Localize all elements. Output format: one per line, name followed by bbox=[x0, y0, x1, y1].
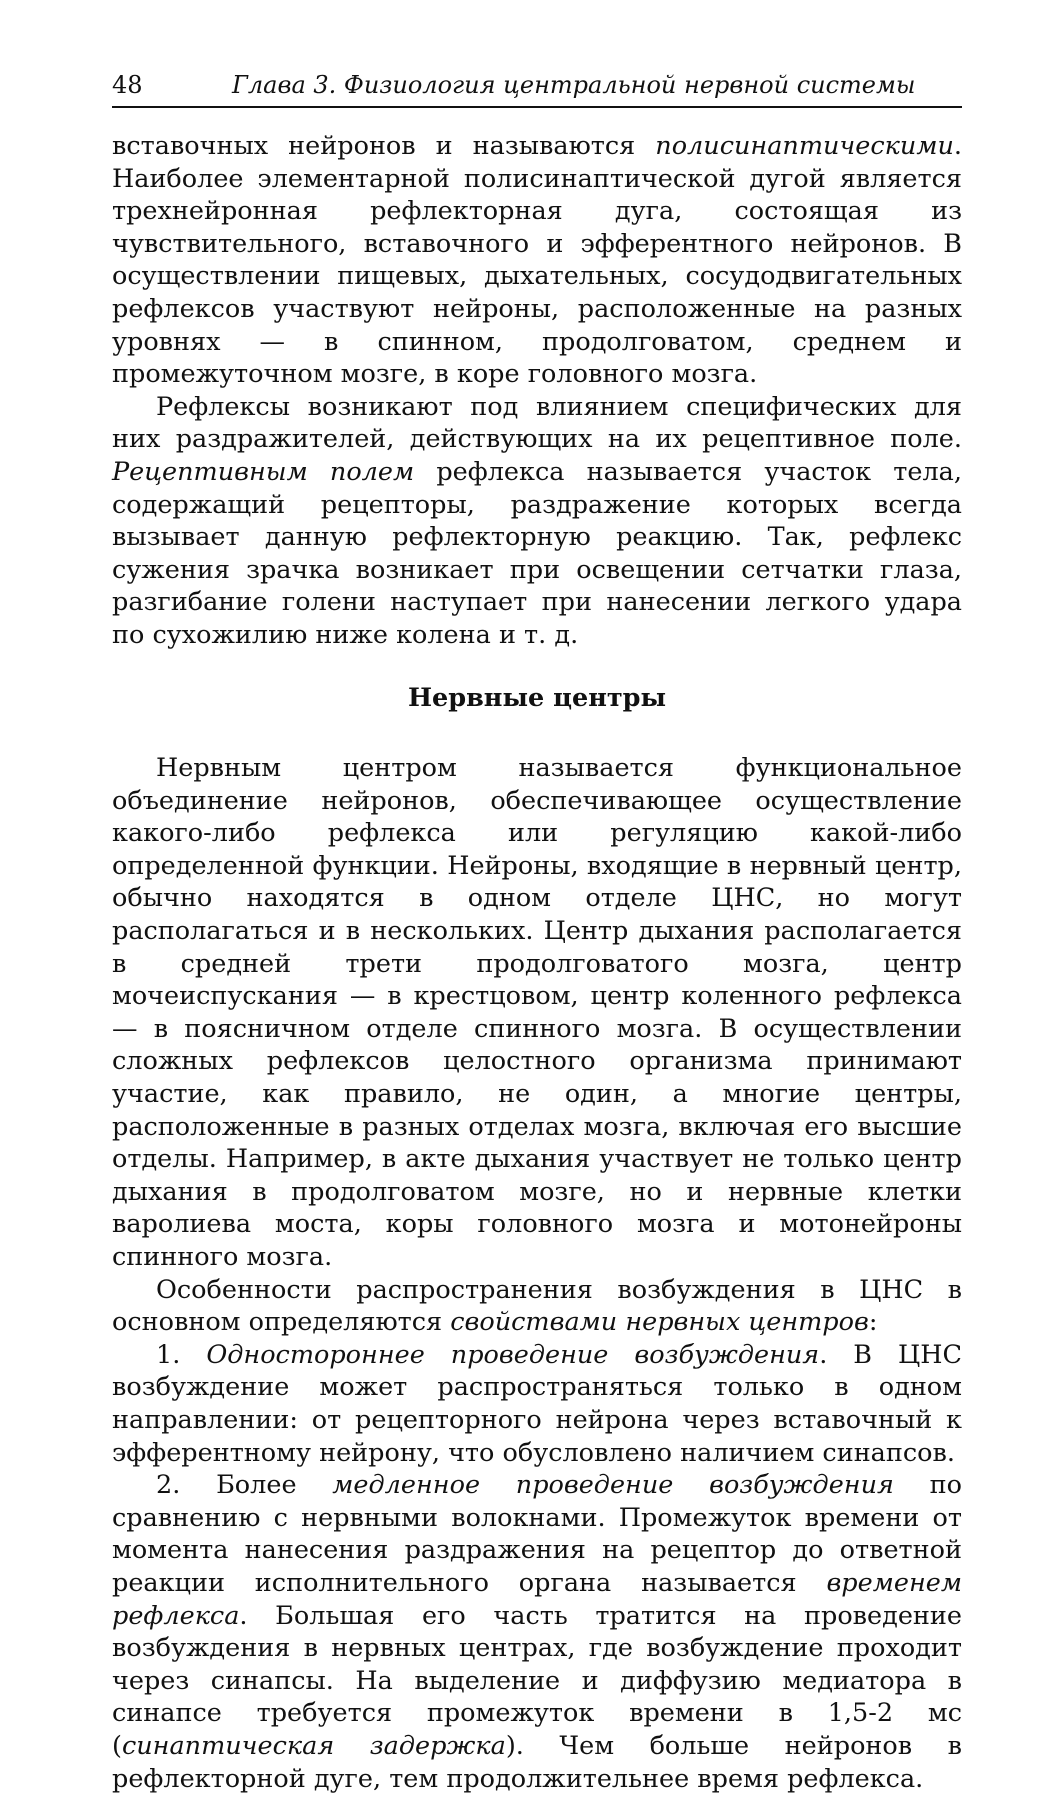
paragraph-2-text-b: рефлекса называется участок тела, содержащий рецепторы, раздражение которых всегда вызывает данную рефлекторную реакцию. Так, рефлекс сужения зрачка возникает при освещении сетчатки глаза, разгибание голени наступает при нанесении легкого удара по сухожилию ниже колена и т. д. bbox=[112, 456, 962, 650]
list-item-2 bbox=[112, 1469, 962, 1795]
list-item-2-text-d: ). Чем больше нейронов в рефлекторной дуге, тем продолжительнее время рефлекса. bbox=[112, 1730, 962, 1794]
term-one-way-conduction: Одностороннее проведение возбуждения bbox=[206, 1339, 820, 1370]
term-center-properties: свойствами нервных центров bbox=[450, 1307, 869, 1338]
page-number: 48 bbox=[112, 71, 143, 99]
header-rule bbox=[112, 106, 962, 108]
paragraph-4-text-a: Особенности распространения возбуждения в ЦНС в основном определяются bbox=[112, 1274, 962, 1338]
term-polysynaptic: полисинаптическими bbox=[655, 131, 954, 161]
list-item-1 bbox=[112, 1339, 962, 1469]
section-heading: Нервные центры bbox=[407, 682, 667, 713]
paragraph-2-text-a: Рефлексы возникают под влиянием специфических для них раздражителей, действующих на их рецептивное поле. bbox=[112, 391, 962, 455]
list-item-1-number: 1. bbox=[156, 1339, 207, 1370]
term-reflex-time: временем рефлекса bbox=[112, 1567, 962, 1631]
term-synaptic-delay: синаптическая задержка bbox=[121, 1730, 506, 1761]
paragraph-1-text-a: вставочных нейронов и называются bbox=[112, 131, 656, 161]
page-header bbox=[112, 66, 962, 104]
list-item-2-text-c: . Большая его часть тратится на проведение возбуждения в нервных центрах, где возбуждение проходит через синапсы. На выделение и диффузию медиатора в синапсе требуется промежуток времени в 1,5-2 мс ( bbox=[112, 1600, 962, 1761]
term-receptive-field: Рецептивным полем bbox=[112, 456, 415, 487]
term-slow-conduction: медленное проведение возбуждения bbox=[332, 1470, 894, 1501]
list-item-2-text-a: 2. Более bbox=[156, 1470, 333, 1501]
paragraph-1-text-b: . Наиболее элементарной полисинаптической дугой является трехнейронная рефлекторная дуга, состоящая из чувствительного, вставочного и эфферентного нейронов. В осуществлении пищевых, дыхательных, сосудодвигательных рефлексов участвуют нейроны, расположенные на разных уровнях — в спинном, продолговатом, среднем и промежуточном мозге, в коре головного мозга. bbox=[112, 131, 962, 390]
paragraph-1 bbox=[112, 130, 962, 391]
paragraph-4-text-b: : bbox=[868, 1307, 878, 1338]
list-item-2-text-b: по сравнению с нервными волокнами. Промежуток времени от момента нанесения раздражения на рецептор до ответной реакции исполнительного органа называется bbox=[112, 1470, 962, 1598]
paragraph-2 bbox=[112, 391, 962, 652]
running-title: Глава 3. Физиология центральной нервной системы bbox=[232, 71, 916, 99]
page-body bbox=[112, 130, 962, 1795]
paragraph-3: Нервным центром называется функциональное объединение нейронов, обеспечивающее осуществление какого-либо рефлекса или регуляцию какой-либо определенной функции. Нейроны, входящие в нервный центр, обычно находятся в одном отделе ЦНС, но могут располагаться и в нескольких. Центр дыхания располагается в средней трети продолговатого мозга, центр мочеиспускания — в крестцовом, центр коленного рефлекса — в поясничном отделе спинного мозга. В осуществлении сложных рефлексов целостного организма принимают участие, как правило, не один, а многие центры, расположенные в разных отделах мозга, включая его высшие отделы. Например, в акте дыхания участвует не только центр дыхания в продолговатом мозге, но и нервные клетки варолиева моста, коры головного мозга и мотонейроны спинного мозга. bbox=[112, 753, 962, 1272]
paragraph-4 bbox=[112, 1274, 962, 1339]
list-item-1-text: . В ЦНС возбуждение может распространяться только в одном направлении: от рецепторного нейрона через вставочный к эфферентному нейрону, что обусловлено наличием синапсов. bbox=[112, 1339, 962, 1468]
